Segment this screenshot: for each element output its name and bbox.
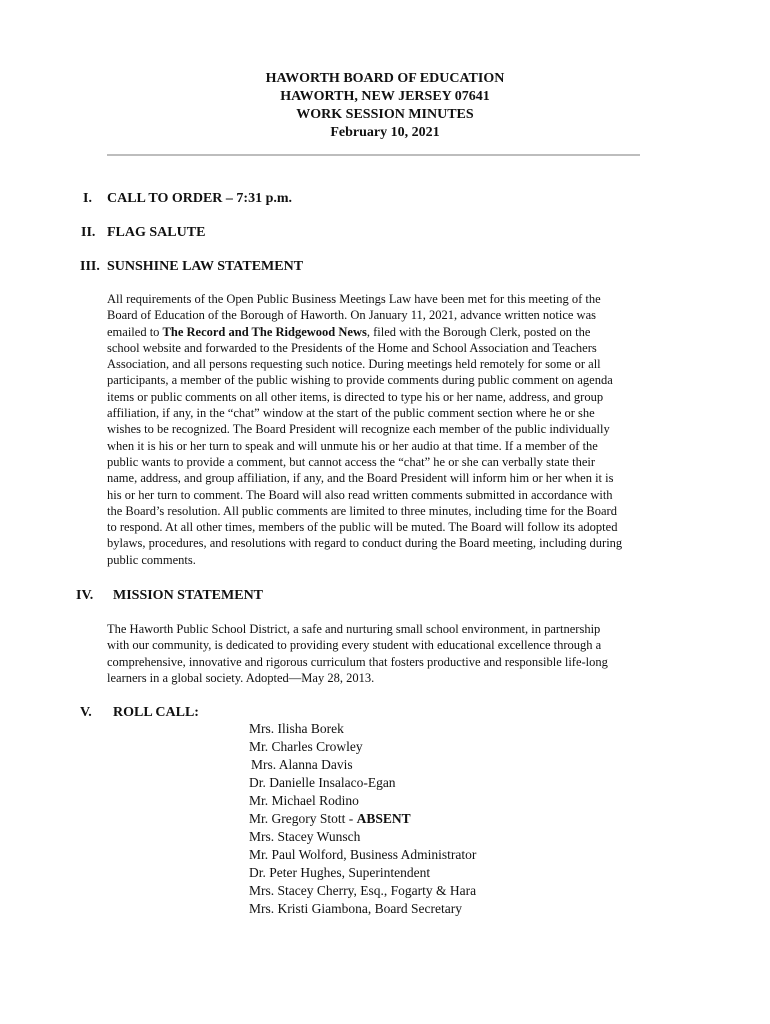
section-number: II. bbox=[81, 225, 96, 240]
paragraph-line: affiliation, if any, in the “chat” window at the start of the public comment section where he or she bbox=[107, 406, 595, 421]
section-number: I. bbox=[83, 191, 92, 206]
paragraph-line: Association, and all persons requesting such notice. During meetings held remotely for some or all bbox=[107, 357, 601, 372]
member-name: Mr. Gregory Stott - bbox=[249, 811, 357, 827]
roll-call-entry: Mr. Michael Rodino bbox=[249, 793, 359, 809]
paragraph-line: his or her turn to comment. The Board will also read written comments submitted in accordance with bbox=[107, 487, 613, 502]
paragraph-line: name, address, and group affiliation, if any, and the Board President will inform him or her when it is bbox=[107, 471, 614, 486]
paragraph-line: items or public comments on all other items, is directed to type his or her name, address, and group bbox=[107, 389, 604, 404]
roll-call-entry: Mrs. Stacey Cherry, Esq., Fogarty & Hara bbox=[249, 883, 477, 899]
paragraph-line: bylaws, procedures, and resolutions with regard to conduct during the Board meeting, including during bbox=[107, 536, 623, 551]
roll-call-entry: Mr. Charles Crowley bbox=[249, 739, 363, 755]
paragraph-line: public comments. bbox=[107, 552, 196, 567]
document-header bbox=[0, 70, 770, 142]
paragraph-line: wishes to be recognized. The Board President will recognize each member of the public individually bbox=[107, 422, 610, 437]
paragraph-line: participants, a member of the public wishing to provide comments during public comment on agenda bbox=[107, 373, 613, 388]
roll-call-entry: Mrs. Ilisha Borek bbox=[249, 721, 344, 736]
paragraph-line: with our community, is dedicated to providing every student with educational excellence through a bbox=[107, 638, 602, 653]
sunshine-law-paragraph bbox=[107, 291, 681, 568]
section-title: ROLL CALL: bbox=[113, 705, 199, 720]
paragraph-text: emailed to bbox=[107, 324, 163, 339]
paragraph-line: All requirements of the Open Public Business Meetings Law have been met for this meeting of the bbox=[107, 292, 601, 306]
paragraph-line bbox=[107, 324, 681, 340]
paragraph-line: public wants to provide a comment, but cannot access the “chat” he or she can verbally state their bbox=[107, 454, 596, 469]
roll-call-entry: Mrs. Alanna Davis bbox=[251, 757, 353, 773]
absent-label: ABSENT bbox=[356, 811, 411, 827]
header-board-name: HAWORTH BOARD OF EDUCATION bbox=[265, 71, 505, 86]
paragraph-line: Board of Education of the Borough of Haworth. On January 11, 2021, advance written notice was bbox=[107, 308, 596, 323]
section-number: III. bbox=[80, 259, 100, 274]
roll-call-entry: Dr. Danielle Insalaco-Egan bbox=[249, 775, 396, 791]
paragraph-text: , filed with the Borough Clerk, posted on the bbox=[366, 324, 591, 339]
mission-statement-paragraph bbox=[107, 621, 681, 686]
section-title: MISSION STATEMENT bbox=[113, 588, 264, 603]
section-number: IV. bbox=[76, 588, 94, 603]
paragraph-line: to respond. At all other times, members of the public will be muted. The Board will follow its adopted bbox=[107, 520, 618, 535]
paragraph-line: the Board’s resolution. All public comments are limited to three minutes, including time for the Board bbox=[107, 503, 617, 518]
paragraph-line: learners in a global society. Adopted—May 28, 2013. bbox=[107, 670, 375, 685]
section-number: V. bbox=[80, 705, 92, 720]
header-divider bbox=[107, 154, 640, 156]
roll-call-list bbox=[249, 720, 476, 919]
paragraph-line: when it is his or her turn to speak and will unmute his or her audio at that time. If a member of the bbox=[107, 438, 598, 453]
section-title: SUNSHINE LAW STATEMENT bbox=[107, 259, 304, 274]
header-location: HAWORTH, NEW JERSEY 07641 bbox=[280, 89, 490, 104]
roll-call-entry: Dr. Peter Hughes, Superintendent bbox=[249, 865, 431, 881]
roll-call-entry: Mrs. Stacey Wunsch bbox=[249, 829, 361, 845]
paragraph-line: The Haworth Public School District, a safe and nurturing small school environment, in partnership bbox=[107, 622, 601, 636]
newspaper-names: The Record and The Ridgewood News bbox=[162, 324, 367, 339]
header-date: February 10, 2021 bbox=[330, 125, 440, 140]
roll-call-entry: Mr. Paul Wolford, Business Administrator bbox=[249, 847, 477, 863]
paragraph-line: comprehensive, innovative and rigorous curriculum that fosters productive and responsible life-long bbox=[107, 654, 608, 669]
roll-call-entry: Mrs. Kristi Giambona, Board Secretary bbox=[249, 901, 462, 917]
paragraph-line: school website and forwarded to the Presidents of the Home and School Association and Teachers bbox=[107, 340, 597, 355]
section-title: CALL TO ORDER – 7:31 p.m. bbox=[107, 191, 293, 206]
roll-call-entry bbox=[249, 810, 476, 828]
header-document-type: WORK SESSION MINUTES bbox=[296, 107, 474, 122]
section-title: FLAG SALUTE bbox=[107, 225, 206, 240]
